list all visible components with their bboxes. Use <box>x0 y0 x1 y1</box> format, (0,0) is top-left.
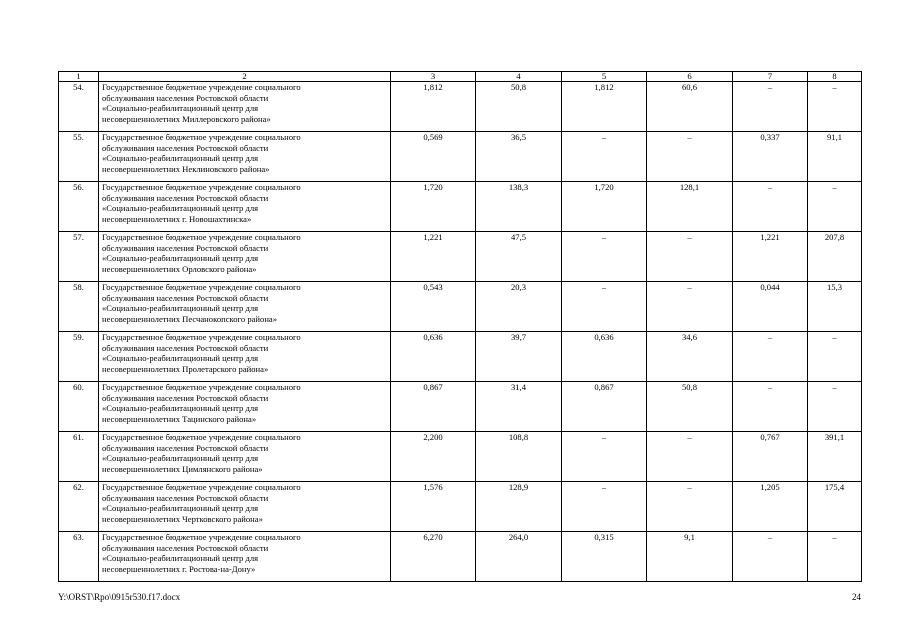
value-col-3: 1,576 <box>391 482 476 532</box>
table-row <box>59 182 862 232</box>
table-header-row <box>59 72 862 82</box>
name-line: несовершеннолетних Цимлянского района» <box>102 463 263 474</box>
value-col-7: 1,205 <box>733 482 808 532</box>
name-line: несовершеннолетних Неклиновского района» <box>102 163 270 174</box>
value-col-8: – <box>808 182 862 232</box>
name-line: «Социально-реабилитационный центр для <box>102 103 259 113</box>
value-col-5: – <box>562 282 647 332</box>
page-number: 24 <box>852 592 861 602</box>
row-number: 58. <box>59 282 99 332</box>
row-number: 54. <box>59 82 99 132</box>
institution-name <box>99 132 391 182</box>
value-col-5: 0,315 <box>562 532 647 582</box>
name-line: «Социально-реабилитационный центр для <box>102 253 259 263</box>
name-line: обслуживания населения Ростовской области <box>102 242 269 253</box>
value-col-7: – <box>733 332 808 382</box>
value-col-7: 0,044 <box>733 282 808 332</box>
name-line: «Социально-реабилитационный центр для <box>102 553 259 563</box>
name-line: обслуживания населения Ростовской области <box>102 192 269 203</box>
name-line: несовершеннолетних г. Новошахтинска» <box>102 213 252 224</box>
table-row <box>59 232 862 282</box>
name-line: Государственное бюджетное учреждение социального <box>102 282 301 292</box>
value-col-3: 6,270 <box>391 532 476 582</box>
value-col-3: 0,636 <box>391 332 476 382</box>
column-header: 5 <box>562 72 647 82</box>
value-col-7: 0,767 <box>733 432 808 482</box>
value-col-4: 31,4 <box>476 382 562 432</box>
name-line: «Социально-реабилитационный центр для <box>102 153 259 163</box>
value-col-7: – <box>733 182 808 232</box>
value-col-5: – <box>562 232 647 282</box>
value-col-4: 264,0 <box>476 532 562 582</box>
name-line: Государственное бюджетное учреждение социального <box>102 232 301 242</box>
name-line: Государственное бюджетное учреждение социального <box>102 382 301 392</box>
table-row <box>59 382 862 432</box>
value-col-6: 9,1 <box>647 532 733 582</box>
value-col-5: 0,636 <box>562 332 647 382</box>
table-row <box>59 432 862 482</box>
name-line: «Социально-реабилитационный центр для <box>102 303 259 313</box>
column-header: 7 <box>733 72 808 82</box>
name-line: обслуживания населения Ростовской области <box>102 442 269 453</box>
value-col-4: 50,8 <box>476 82 562 132</box>
value-col-4: 138,3 <box>476 182 562 232</box>
row-number: 62. <box>59 482 99 532</box>
value-col-3: 0,867 <box>391 382 476 432</box>
table-row <box>59 332 862 382</box>
name-line: обслуживания населения Ростовской области <box>102 542 269 553</box>
value-col-8: 91,1 <box>808 132 862 182</box>
value-col-3: 1,812 <box>391 82 476 132</box>
institution-name <box>99 82 391 132</box>
value-col-7: 0,337 <box>733 132 808 182</box>
value-col-5: 0,867 <box>562 382 647 432</box>
name-line: «Социально-реабилитационный центр для <box>102 403 259 413</box>
value-col-6: 34,6 <box>647 332 733 382</box>
value-col-7: – <box>733 82 808 132</box>
value-col-4: 47,5 <box>476 232 562 282</box>
value-col-5: – <box>562 482 647 532</box>
row-number: 55. <box>59 132 99 182</box>
value-col-6: – <box>647 282 733 332</box>
name-line: обслуживания населения Ростовской области <box>102 392 269 403</box>
row-number: 57. <box>59 232 99 282</box>
institution-name <box>99 332 391 382</box>
institution-name <box>99 182 391 232</box>
name-line: Государственное бюджетное учреждение социального <box>102 182 301 192</box>
value-col-6: – <box>647 482 733 532</box>
name-line: несовершеннолетних Пролетарского района» <box>102 363 269 374</box>
institution-name <box>99 532 391 582</box>
value-col-4: 36,5 <box>476 132 562 182</box>
name-line: обслуживания населения Ростовской области <box>102 492 269 503</box>
institution-name <box>99 482 391 532</box>
value-col-6: – <box>647 432 733 482</box>
value-col-5: – <box>562 132 647 182</box>
row-number: 56. <box>59 182 99 232</box>
value-col-3: 0,543 <box>391 282 476 332</box>
value-col-8: – <box>808 382 862 432</box>
value-col-8: 175,4 <box>808 482 862 532</box>
institution-name <box>99 282 391 332</box>
value-col-7: – <box>733 382 808 432</box>
value-col-6: 60,6 <box>647 82 733 132</box>
name-line: «Социально-реабилитационный центр для <box>102 503 259 513</box>
name-line: Государственное бюджетное учреждение социального <box>102 332 301 342</box>
name-line: несовершеннолетних Орловского района» <box>102 263 257 274</box>
column-header: 1 <box>59 72 99 82</box>
name-line: несовершеннолетних Чертковского района» <box>102 513 263 524</box>
name-line: обслуживания населения Ростовской области <box>102 292 269 303</box>
name-line: «Социально-реабилитационный центр для <box>102 353 259 363</box>
name-line: несовершеннолетних г. Ростова-на-Дону» <box>102 563 256 574</box>
name-line: обслуживания населения Ростовской области <box>102 342 269 353</box>
value-col-8: – <box>808 82 862 132</box>
file-path-footer: Y:\ORST\Rpo\0915r530.f17.docx <box>58 592 181 602</box>
value-col-5: – <box>562 432 647 482</box>
name-line: несовершеннолетних Тацинского района» <box>102 413 257 424</box>
column-header: 8 <box>808 72 862 82</box>
table-row <box>59 82 862 132</box>
value-col-6: 128,1 <box>647 182 733 232</box>
row-number: 61. <box>59 432 99 482</box>
name-line: «Социально-реабилитационный центр для <box>102 203 259 213</box>
value-col-6: 50,8 <box>647 382 733 432</box>
name-line: обслуживания населения Ростовской области <box>102 92 269 103</box>
name-line: Государственное бюджетное учреждение социального <box>102 432 301 442</box>
name-line: несовершеннолетних Миллеровского района» <box>102 113 271 124</box>
name-line: Государственное бюджетное учреждение социального <box>102 532 301 542</box>
value-col-8: – <box>808 532 862 582</box>
name-line: обслуживания населения Ростовской области <box>102 142 269 153</box>
value-col-7: 1,221 <box>733 232 808 282</box>
row-number: 63. <box>59 532 99 582</box>
institution-name <box>99 432 391 482</box>
value-col-6: – <box>647 232 733 282</box>
data-table <box>58 71 862 582</box>
value-col-8: 207,8 <box>808 232 862 282</box>
column-header: 6 <box>647 72 733 82</box>
value-col-7: – <box>733 532 808 582</box>
value-col-4: 108,8 <box>476 432 562 482</box>
column-header: 4 <box>476 72 562 82</box>
value-col-3: 1,720 <box>391 182 476 232</box>
institution-name <box>99 232 391 282</box>
name-line: Государственное бюджетное учреждение социального <box>102 132 301 142</box>
table-row <box>59 282 862 332</box>
value-col-3: 0,569 <box>391 132 476 182</box>
value-col-3: 1,221 <box>391 232 476 282</box>
table-row <box>59 532 862 582</box>
table-row <box>59 482 862 532</box>
value-col-8: 15,3 <box>808 282 862 332</box>
value-col-5: 1,720 <box>562 182 647 232</box>
name-line: «Социально-реабилитационный центр для <box>102 453 259 463</box>
value-col-6: – <box>647 132 733 182</box>
value-col-4: 128,9 <box>476 482 562 532</box>
value-col-4: 20,3 <box>476 282 562 332</box>
column-header: 3 <box>391 72 476 82</box>
value-col-8: – <box>808 332 862 382</box>
value-col-4: 39,7 <box>476 332 562 382</box>
value-col-3: 2,200 <box>391 432 476 482</box>
value-col-8: 391,1 <box>808 432 862 482</box>
row-number: 60. <box>59 382 99 432</box>
name-line: несовершеннолетних Песчанокопского района» <box>102 313 278 324</box>
value-col-5: 1,812 <box>562 82 647 132</box>
institution-name <box>99 382 391 432</box>
name-line: Государственное бюджетное учреждение социального <box>102 82 301 92</box>
row-number: 59. <box>59 332 99 382</box>
name-line: Государственное бюджетное учреждение социального <box>102 482 301 492</box>
column-header: 2 <box>99 72 391 82</box>
table-row <box>59 132 862 182</box>
